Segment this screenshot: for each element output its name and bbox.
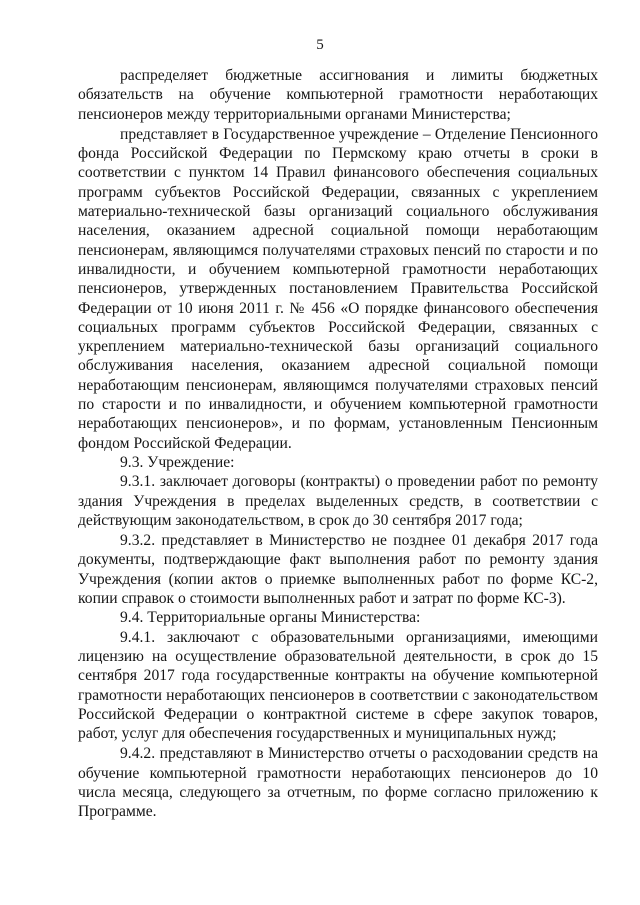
paragraph-pension-fund-reports: представляет в Государственное учреждение – Отделение Пенсионного фонда Российской Федерации по Пермскому краю отчеты в сроки в соответствии с пунктом 14 Правил финансового обеспечения социальных программ субъектов Российской Федерации, связанных с укреплением материально-технической базы организаций социального обслуживания населения, оказанием адресной социальной помощи неработающим пенсионерам, являющимся получателями страховых пенсий по старости и по инвалидности, и обучением компьютерной грамотности неработающих пенсионеров, утвержденных постановлением Правительства Российской Федерации от 10 июня 2011 г. № 456 «О порядке финансового обеспечения социальных программ субъектов Российской Федерации, связанных с укреплением материально-технической базы организаций социального обслуживания населения, оказанием адресной социальной помощи неработающим пенсионерам, являющимся получателями страховых пенсий по старости и по инвалидности, и обучением компьютерной грамотности неработающих пенсионеров», и по формам, установленным Пенсионным фондом Российской Федерации. bbox=[78, 125, 598, 452]
page-number: 5 bbox=[316, 37, 324, 53]
section-heading-9-4: 9.4. Территориальные органы Министерства: bbox=[120, 609, 421, 627]
paragraph-9-3-1: 9.3.1. заключает договоры (контракты) о проведении работ по ремонту здания Учреждения в пределах выделенных средств, в соответствии с действующим законодательством, в срок до 30 сентября 2017 года; bbox=[78, 473, 598, 529]
paragraph-budget-allocation: распределяет бюджетные ассигнования и лимиты бюджетных обязательств на обучение компьютерной грамотности неработающих пенсионеров между территориальными органами Министерства; bbox=[78, 67, 598, 123]
section-heading-9-3: 9.3. Учреждение: bbox=[120, 453, 235, 471]
paragraph-9-4-2: 9.4.2. представляют в Министерство отчеты о расходовании средств на обучение компьютерной грамотности неработающих пенсионеров до 10 числа месяца, следующего за отчетным, по форме согласно приложению к Программе. bbox=[78, 745, 598, 821]
paragraph-9-3-2: 9.3.2. представляет в Министерство не позднее 01 декабря 2017 года документы, подтверждающие факт выполнения работ по ремонту здания Учреждения (копии актов о приемке выполненных работ по форме КС-2, копии справок о стоимости выполненных работ и затрат по форме КС-3). bbox=[78, 532, 598, 608]
document-body bbox=[78, 66, 598, 822]
paragraph-9-4-1: 9.4.1. заключают с образовательными организациями, имеющими лицензию на осуществление образовательной деятельности, в срок до 15 сентября 2017 года государственные контракты на обучение компьютерной грамотности неработающих пенсионеров в соответствии с законодательством Российской Федерации о контрактной системе в сфере закупок товаров, работ, услуг для обеспечения государственных и муниципальных нужд; bbox=[78, 628, 598, 743]
